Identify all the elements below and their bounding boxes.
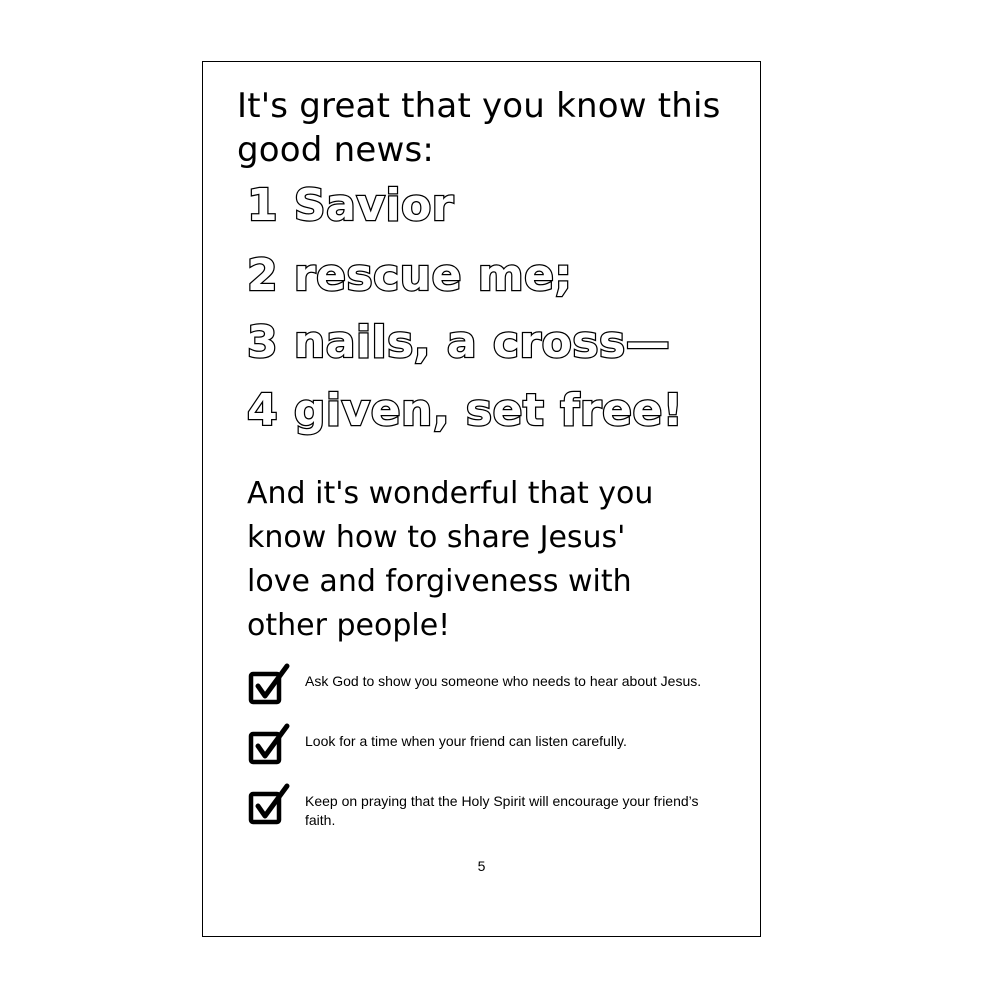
checklist-item-text: Ask God to show you someone who needs to hear about Jesus. (305, 673, 702, 689)
wonder-line-1: And it's wonderful that you (247, 476, 654, 511)
intro-text (237, 84, 747, 172)
checklist-item-text: Look for a time when your friend can listen carefully. (305, 733, 627, 749)
wonder-line-3: love and forgiveness with (247, 564, 632, 599)
checked-box-icon (247, 780, 295, 828)
checked-box-icon (247, 660, 295, 708)
checklist (247, 660, 727, 840)
wonderful-text (247, 472, 747, 648)
intro-line-1: It's great that you know this (237, 86, 721, 126)
checklist-item (247, 660, 727, 720)
outline-line-savior: 1 Savior (247, 180, 455, 231)
outline-line-nails: 3 nails, a cross— (247, 317, 671, 368)
book-page (202, 61, 761, 937)
wonder-line-4: other people! (247, 608, 451, 643)
checked-box-icon (247, 720, 295, 768)
outline-line-given: 4 given, set free! (247, 385, 684, 436)
outline-line-rescue: 2 rescue me; (247, 250, 573, 301)
checklist-item (247, 780, 727, 840)
wonder-line-2: know how to share Jesus' (247, 520, 626, 555)
checklist-item (247, 720, 727, 780)
intro-line-2: good news: (237, 130, 435, 170)
checklist-item-text: Keep on praying that the Holy Spirit will encourage your friend’s faith. (305, 793, 699, 828)
page-number: 5 (477, 858, 486, 874)
